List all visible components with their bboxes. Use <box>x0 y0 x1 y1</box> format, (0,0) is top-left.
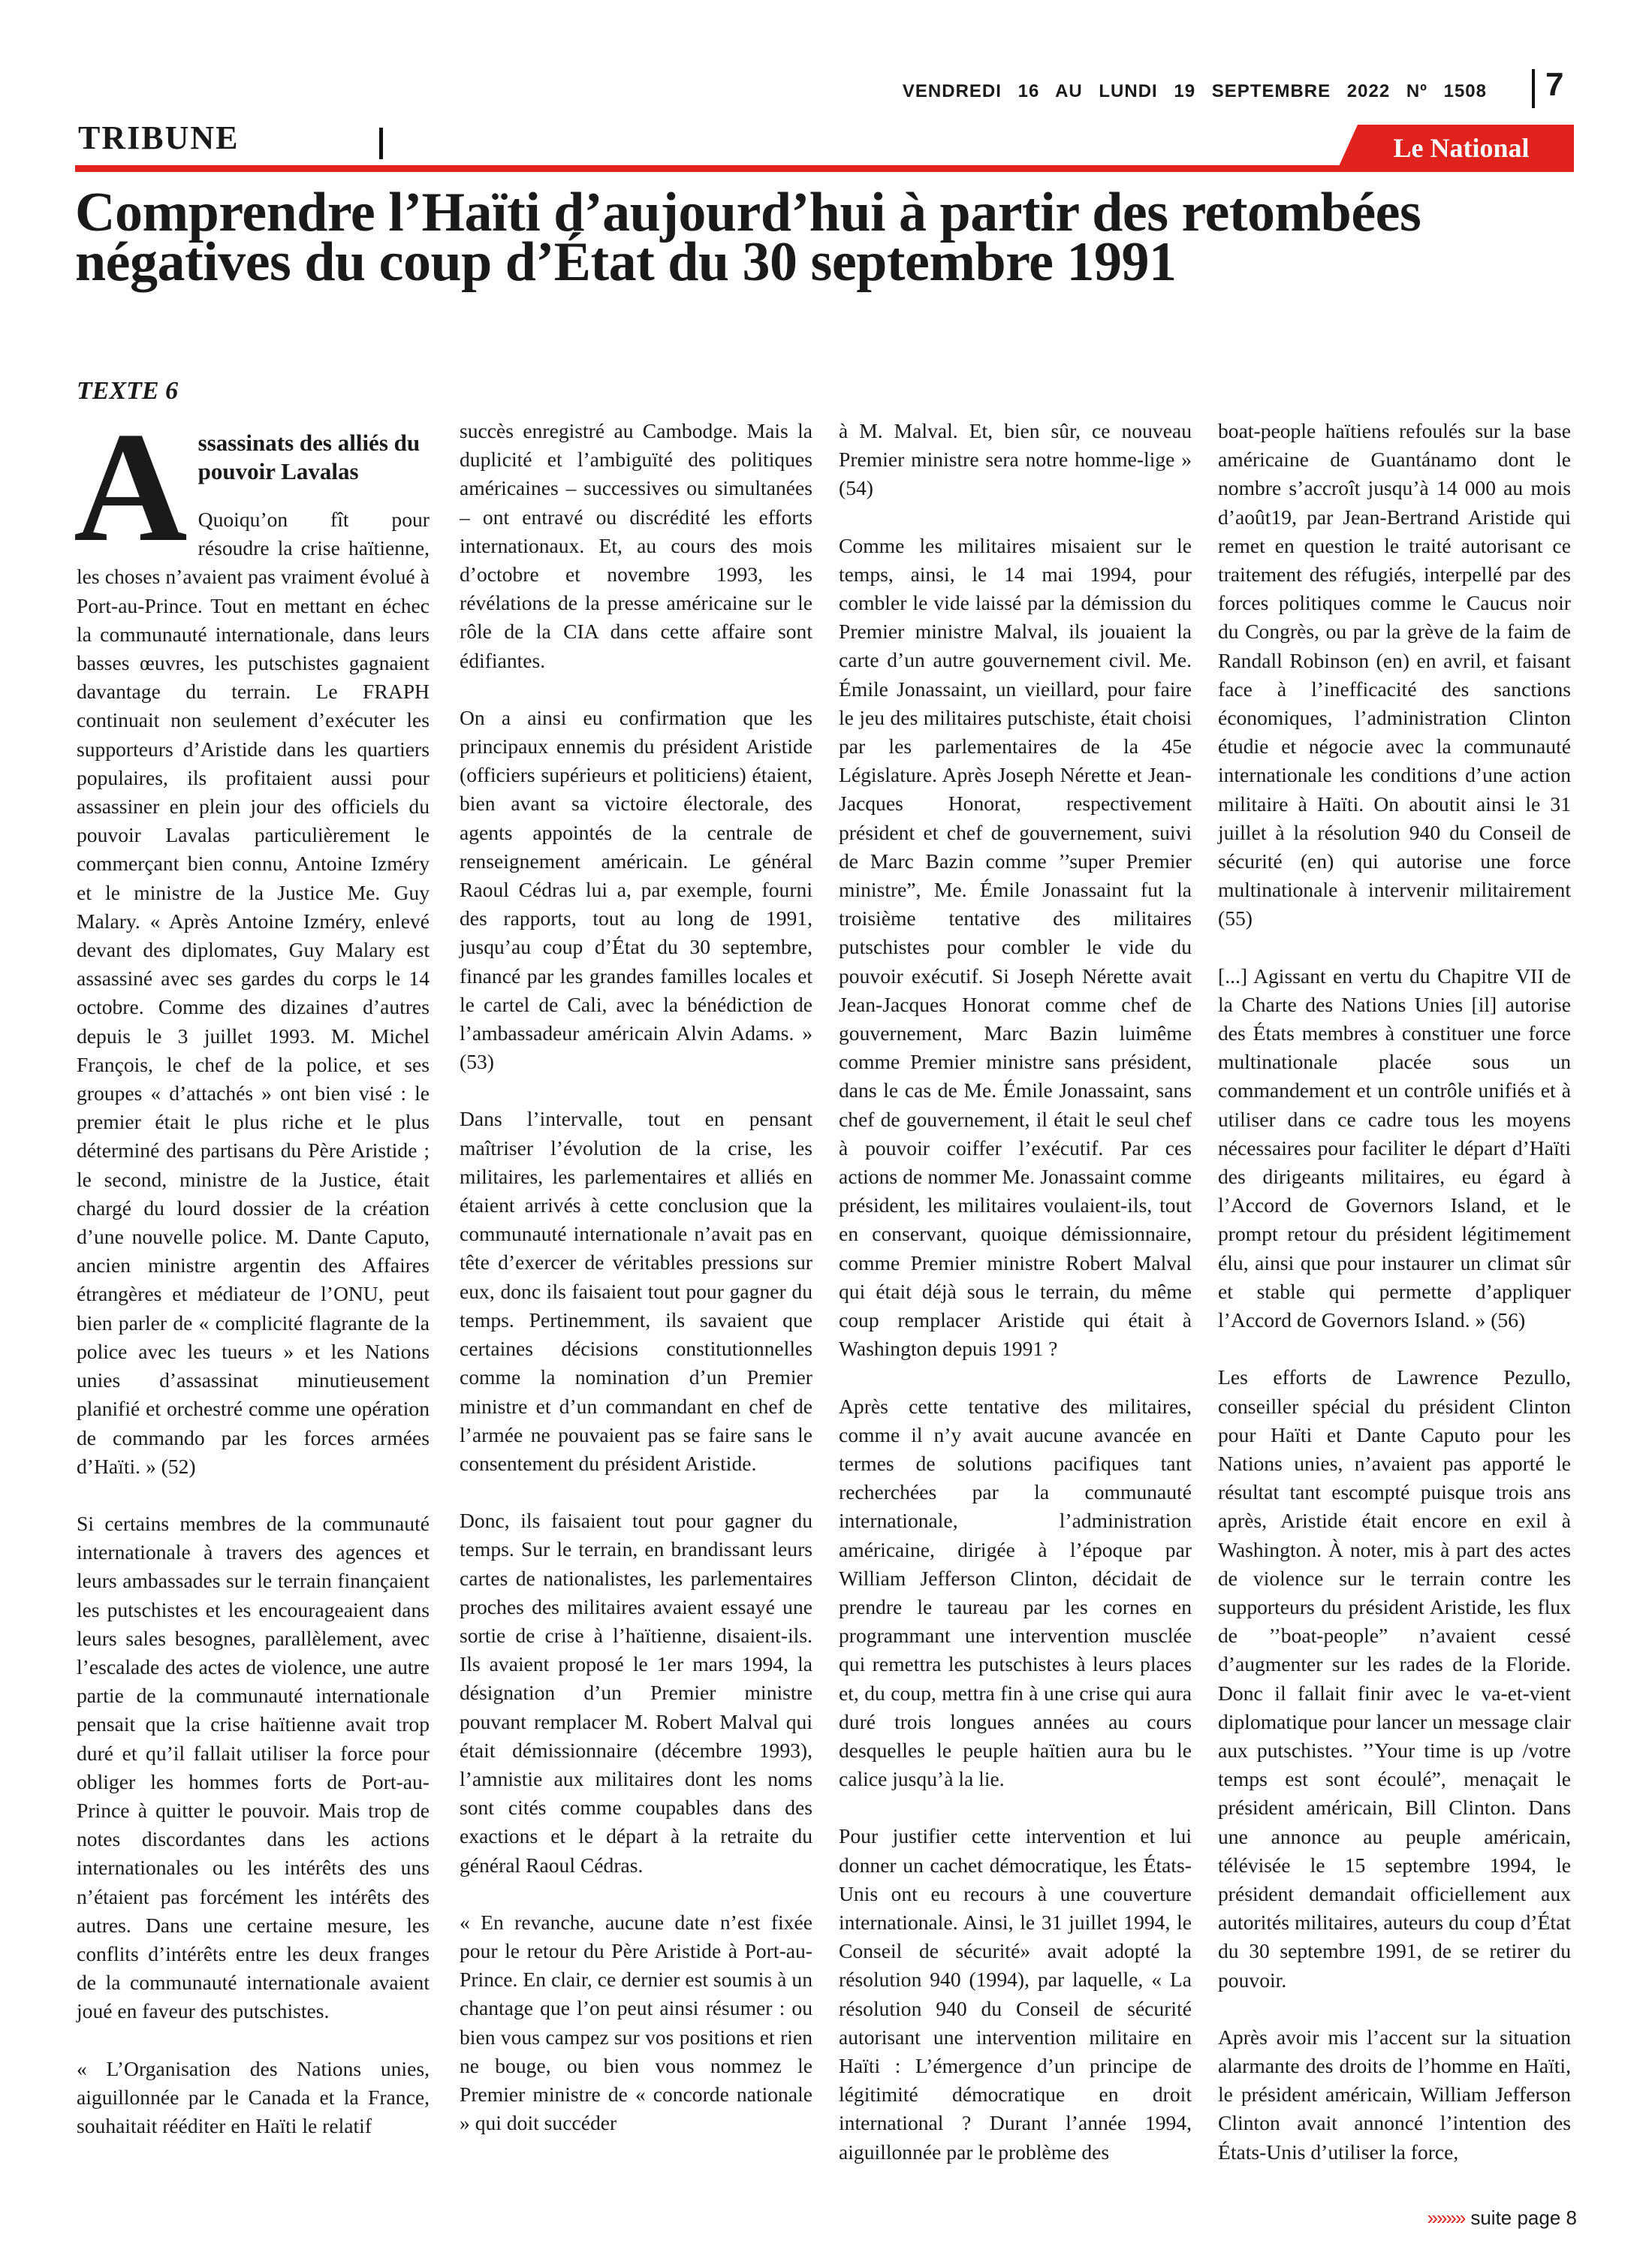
continued-label: suite page 8 <box>1470 2206 1577 2229</box>
header-rule <box>75 165 1574 172</box>
article-column-3 <box>839 417 1192 2167</box>
paper-name: Le National <box>1393 133 1530 163</box>
article-subhead: ssassinats des alliés du pouvoir Lavalas <box>197 430 421 484</box>
article-headline: Comprendre l’Haïti d’aujourd’hui à partir des retombées négatives du coup d’État du 30 septembre 1991 <box>75 182 1421 293</box>
paragraph: boat-people haïtiens refoulés sur la base américaine de Guantánamo dont le nombre s’accroît jusqu’à 14 000 au mois d’août19, par Jean-Bertrand Aristide qui remet en question le traité autorisant ce traitement des réfugiés, interpellé par des forces politiques comme le Caucus noir du Congrès, ou par la grève de la faim de Randall Robinson (en) en avril, et faisant face à l’inefficacité des sanctions économiques, l’administration Clinton étudie et négocie avec la communauté internationale les conditions d’une action militaire à Haïti. On aboutit ainsi le 31 juillet à la résolution 940 du Conseil de sécurité (en) qui autorise une force multinationale à intervenir militairement (55) <box>1218 419 1571 930</box>
paragraph: à M. Malval. Et, bien sûr, ce nouveau Premier ministre sera notre homme-lige » (54) <box>839 419 1192 500</box>
drop-cap: A <box>74 400 188 575</box>
paragraph: « L’Organisation des Nations unies, aiguillonnée par le Canada et la France, souhaitait rééditer en Haïti le relatif <box>77 2056 430 2137</box>
paragraph: Dans l’intervalle, tout en pensant maîtriser l’évolution de la crise, les militaires, les parlementaires et alliés en étaient arrivés à cette conclusion que la communauté internationale n’avait pas en tête d’exercer de véritables pressions sur eux, donc ils faisaient tout pour gagner du temps. Pertinemment, ils savaient que certaines décisions constitutionnelles comme la nomination d’un Premier ministre et d’un commandant en chef de l’armée ne pouvaient pas se faire sans le consentement du président Aristide. <box>460 1107 812 1475</box>
paragraph: succès enregistré au Cambodge. Mais la duplicité et l’ambiguïté des politiques américaines – successives ou simultanées – ont entravé ou discrédité les efforts internationaux. Et, au cours des mois d’octobre et novembre 1993, les révélations de la presse américaine sur le rôle de la CIA dans cette affaire sont édifiantes. <box>460 419 812 672</box>
page-number: 7 <box>1545 66 1564 103</box>
section-divider <box>379 128 383 159</box>
paragraph: Les efforts de Lawrence Pezullo, conseiller spécial du président Clinton pour Haïti et Dante Caputo pour les Nations unies, n’avaient pas apporté le résultat tant escompté puisque trois ans après, Aristide était encore en exil à Washington. À noter, mis à part des actes de violence sur le terrain contre les supporteurs du président Aristide, les flux de ’’boat-people” n’avaient cessé d’augmenter sur les rades de la Floride. Donc il fallait finir avec le va-et-vient diplomatique pour lancer un message clair aux putschistes. ’’Your time is up /votre temps est sont écoulé”, menaçait le président américain, Bill Clinton. Dans une annonce au peuple américain, télévisée le 15 septembre 1994, le président demandait officiellement aux autorités militaires, auteurs du coup d’État du 30 septembre 1991, de se retirer du pouvoir. <box>1218 1365 1571 1992</box>
paragraph: Après cette tentative des militaires, comme il n’y avait aucune avancée en termes de solutions pacifiques tant recherchées par la communauté internationale, l’administration américaine, dirigée à l’époque par William Jefferson Clinton, décidait de prendre le taureau par les cornes en programmant une intervention musclée qui remettra les putschistes à leurs places et, du coup, mettra fin à une crise qui aura duré trois longues années au cours desquelles le peuple haïtien aura bu le calice jusqu’à la lie. <box>839 1394 1192 1791</box>
paragraph: Quoiqu’on fît pour résoudre la crise haïtienne, les choses n’avaient pas vraiment évolué à Port-au-Prince. Tout en mettant en échec la communauté internationale, dans leurs basses œuvres, les putschistes gagnaient davantage du terrain. Le FRAPH continuait non seulement d’exécuter les supporteurs d’Aristide dans les quartiers populaires, ils profitaient aussi pour assassiner en plein jour des officiels du pouvoir Lavalas particulièrement le commerçant bien connu, Antoine Izméry et le ministre de la Justice Me. Guy Malary. « Après Antoine Izméry, enlevé devant des diplomates, Guy Malary est assassiné avec ses gardes du corps le 14 octobre. Comme des dizaines d’autres depuis le 3 juillet 1993. M. Michel François, le chef de la police, et ses groupes « d’attachés » ont bien visé : le premier était le plus riche et le plus déterminé des partisans du Père Aristide ; le second, ministre de la Justice, était chargé du lourd dossier de la création d’une nouvelle police. M. Dante Caputo, ancien ministre argentin des Affaires étrangères et médiateur de l’ONU, peut bien parler de « complicité flagrante de la police avec les tueurs » et les Nations unies d’assassinat minutieusement planifié et orchestré comme une opération de commando par les forces armées d’Haïti. » (52) <box>77 508 430 1478</box>
paragraph: « En revanche, aucune date n’est fixée pour le retour du Père Aristide à Port-au-Prince. En clair, ce dernier est soumis à un chantage que l’on peut ainsi résumer : ou bien vous campez sur vos positions et rien ne bouge, ou bien vous nommez le Premier ministre de « concorde nationale » qui doit succéder <box>460 1910 812 2135</box>
paragraph: Après avoir mis l’accent sur la situation alarmante des droits de l’homme en Haïti, le président américain, William Jefferson Clinton avait annoncé l’intention des États-Unis d’utiliser la force, <box>1218 2025 1571 2164</box>
article-column-2 <box>460 417 812 2137</box>
paragraph: On a ainsi eu confirmation que les principaux ennemis du président Aristide (officiers supérieurs et politiciens) étaient, bien avant sa victoire électorale, des agents appointés de la centrale de renseignement américain. Le général Raoul Cédras lui a, par exemple, fourni des rapports, tout au long de 1991, jusqu’au coup d’État du 30 septembre, financé par les grandes familles locales et le cartel de Cali, avec la bénédiction de l’ambassadeur américain Alvin Adams. » (53) <box>460 705 812 1074</box>
paragraph: Pour justifier cette intervention et lui donner un cachet démocratique, les États-Unis ont eu recours à une couverture internationale. Ainsi, le 31 juillet 1994, le Conseil de sécurité» avait adopté la résolution 940 (1994), par laquelle, « La résolution 940 du Conseil de sécurité autorisant une intervention militaire en Haïti : L’émergence d’un principe de légitimité démocratique en droit international ? Durant l’année 1994, aiguillonnée par le problème des <box>839 1824 1192 2164</box>
section-label: TRIBUNE <box>78 119 240 156</box>
continued-footer <box>1299 2206 1577 2230</box>
paragraph: Donc, ils faisaient tout pour gagner du temps. Sur le terrain, en brandissant leurs cartes de nationalistes, les parlementaires proches des militaires avaient essayé une sortie de crise à l’haïtienne, disaient-ils. Ils avaient proposé le 1er mars 1994, la désignation d’un Premier ministre pouvant remplacer M. Robert Malval qui était démissionnaire (décembre 1993), l’amnistie aux militaires dont les noms sont cités comme coupables dans des exactions et le départ à la retraite du général Raoul Cédras. <box>460 1509 812 1877</box>
dateline: VENDREDI 16 AU LUNDI 19 SEPTEMBRE 2022 Nº 1508 <box>902 81 1487 101</box>
article-column-1 <box>74 400 430 2140</box>
page-number-divider <box>1532 69 1535 108</box>
paragraph: [...] Agissant en vertu du Chapitre VII de la Charte des Nations Unies [il] autorise des États membres à constituer une force multinationale placée sous un commandement et un contrôle unifiés et à utiliser dans ce cadre tous les moyens nécessaires pour faciliter le départ d’Haïti des dirigeants militaires, eu égard à l’Accord de Governors Island, et le prompt retour du président légitimement élu, ainsi que pour instaurer un climat sûr et stable qui permette d’appliquer l’Accord de Governors Island. » (56) <box>1218 964 1571 1332</box>
paragraph: Si certains membres de la communauté internationale à travers des agences et leurs ambassades sur le terrain finançaient les putschistes et les encourageaient dans leurs sales besognes, parallèlement, avec l’escalade des actes de violence, une autre partie de la communauté internationale pensait que la crise haïtienne avait trop duré et qu’il fallait utiliser la force pour obliger les hommes forts de Port-au-Prince à quitter le pouvoir. Mais trop de notes discordantes dans les actions internationales ou les intérêts des uns n’étaient pas forcément les intérêts des autres. Dans une certaine mesure, les conflits d’intérêts entre les deux franges de la communauté internationale avaient joué en faveur des putschistes. <box>77 1511 430 2023</box>
continue-arrows-icon: »»»» <box>1427 2206 1465 2229</box>
article-kicker: TEXTE 6 <box>77 377 179 405</box>
article-column-4 <box>1218 417 1571 2167</box>
paragraph: Comme les militaires misaient sur le temps, ainsi, le 14 mai 1994, pour combler le vide laissé par la démission du Premier ministre Malval, ils jouaient la carte d’un autre gouvernement civil. Me. Émile Jonassaint, un vieillard, pour faire le jeu des militaires putschiste, était choisi par les parlementaires de la 45e Législature. Après Joseph Nérette et Jean-Jacques Honorat, respectivement président et chef de gouvernement, suivi de Marc Bazin comme ’’super Premier ministre”, Me. Émile Jonassaint fut la troisième tentative des militaires putschistes pour combler le vide du pouvoir exécutif. Si Joseph Nérette avait Jean-Jacques Honorat comme chef de gouvernement, Marc Bazin luimême comme Premier ministre sans président, dans le cas de Me. Émile Jonassaint, sans chef de gouvernement, il était le seul chef à pouvoir coiffer l’exécutif. Par ces actions de nommer Me. Jonassaint comme président, les militaires voulaient-ils, tout en conservant, quoique démissionnaire, comme Premier ministre Robert Malval qui était déjà sous le terrain, du même coup remplacer Aristide qui était à Washington depuis 1991 ? <box>839 533 1192 1361</box>
